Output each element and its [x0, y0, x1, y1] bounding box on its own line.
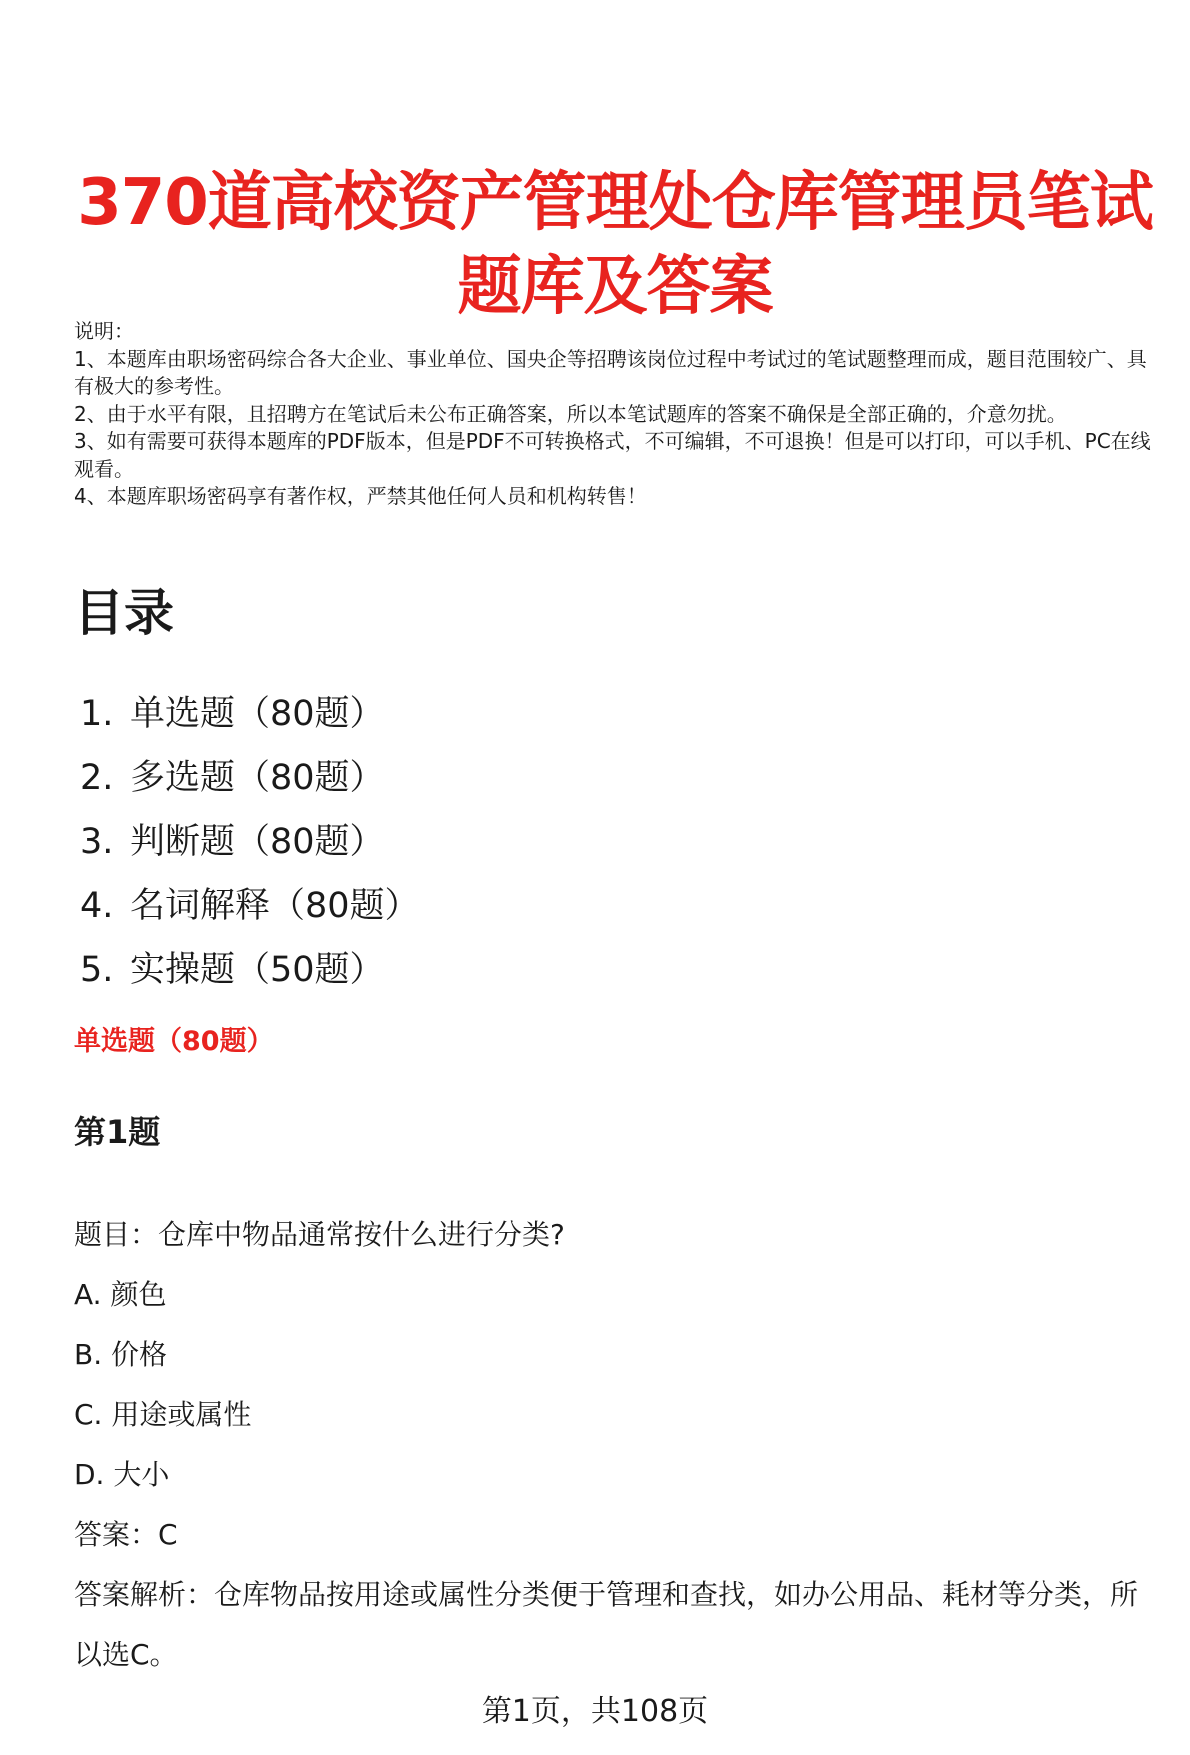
toc-heading: 目录: [74, 584, 174, 642]
question-block: [74, 1205, 1144, 1685]
toc-item-single-choice[interactable]: [80, 682, 420, 746]
toc-item-label: 多选题（80题）: [130, 758, 385, 798]
notes-block: [74, 318, 1154, 511]
toc-list: [80, 682, 420, 1002]
option-a: A. 颜色: [74, 1278, 167, 1311]
document-title: 370道高校资产管理处仓库管理员笔试题库及答案: [77, 165, 1153, 324]
toc-item-label: 判断题（80题）: [130, 822, 385, 862]
note-item: 1、本题库由职场密码综合各大企业、事业单位、国央企等招聘该岗位过程中考试过的笔试题整理而成，题目范围较广、具有极大的参考性。: [74, 346, 1147, 398]
toc-item-number: 1.: [80, 694, 114, 734]
note-item: 2、由于水平有限，且招聘方在笔试后未公布正确答案，所以本笔试题库的答案不确保是全部正确的，介意勿扰。: [74, 401, 1067, 426]
question-heading: 第1题: [74, 1113, 161, 1151]
toc-item-term-definition[interactable]: [80, 874, 420, 938]
toc-item-label: 名词解释（80题）: [130, 886, 420, 926]
toc-item-number: 4.: [80, 886, 114, 926]
toc-item-number: 2.: [80, 758, 114, 798]
question-stem: 题目：仓库中物品通常按什么进行分类?: [74, 1218, 565, 1251]
toc-item-number: 3.: [80, 822, 114, 862]
notes-heading: 说明：: [74, 319, 134, 343]
answer: 答案：C: [74, 1518, 178, 1551]
option-c: C. 用途或属性: [74, 1398, 252, 1431]
toc-item-label: 实操题（50题）: [130, 950, 385, 990]
toc-item-multiple-choice[interactable]: [80, 746, 420, 810]
note-item: 3、如有需要可获得本题库的PDF版本，但是PDF不可转换格式，不可编辑，不可退换！但是可以打印，可以手机、PC在线观看。: [74, 429, 1151, 481]
option-b: B. 价格: [74, 1338, 168, 1371]
section-title: 单选题（80题）: [74, 1026, 274, 1057]
page-footer: 第1页，共108页: [481, 1694, 709, 1729]
toc-item-number: 5.: [80, 950, 114, 990]
toc-item-label: 单选题（80题）: [130, 694, 385, 734]
option-d: D. 大小: [74, 1458, 170, 1491]
answer-explanation: 答案解析：仓库物品按用途或属性分类便于管理和查找，如办公用品、耗材等分类，所以选C。: [74, 1578, 1139, 1671]
toc-item-true-false[interactable]: [80, 810, 420, 874]
toc-item-practical[interactable]: [80, 938, 420, 1002]
note-item: 4、本题库职场密码享有著作权，严禁其他任何人员和机构转售！: [74, 484, 647, 508]
